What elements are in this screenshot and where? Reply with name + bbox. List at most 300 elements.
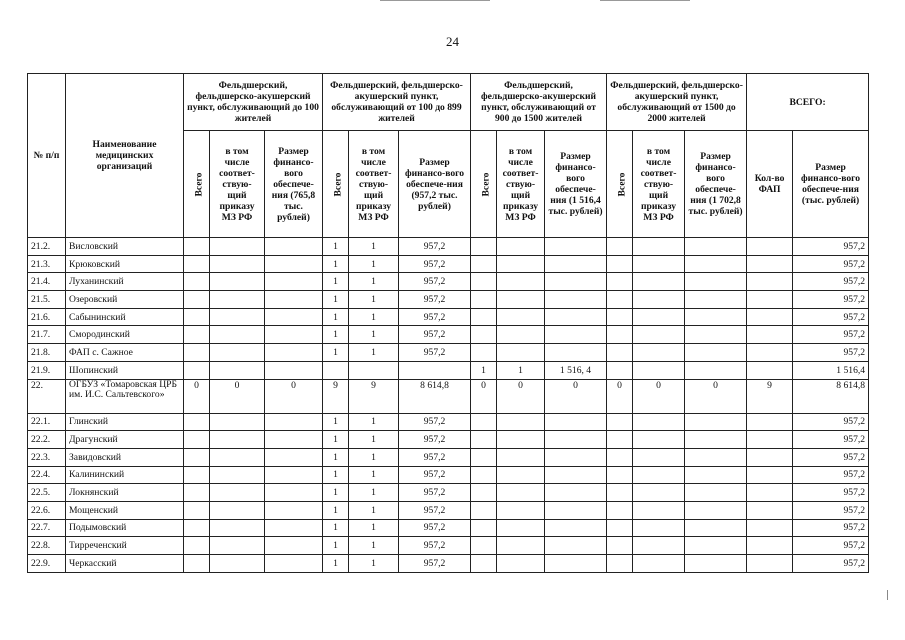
row-cell-5: 1 [349,255,399,273]
row-number: 22.7. [28,519,66,537]
row-cell-10 [607,238,633,256]
row-cell-11 [633,413,685,431]
row-cell-12: 0 [685,379,747,413]
table-row [28,255,869,273]
row-cell-9 [545,484,607,502]
row-number: 22.1. [28,413,66,431]
row-cell-12 [685,413,747,431]
row-cell-9 [545,308,607,326]
row-cell-6: 957,2 [399,555,471,573]
row-cell-9 [545,326,607,344]
row-cell-4: 1 [323,273,349,291]
row-cell-1 [184,326,210,344]
row-cell-10 [607,361,633,379]
row-number: 22.5. [28,484,66,502]
header-count-fap: Кол-во ФАП [747,131,793,238]
row-cell-1 [184,238,210,256]
row-cell-11 [633,431,685,449]
row-cell-3 [265,555,323,573]
row-cell-7 [471,273,497,291]
table-row [28,537,869,555]
row-cell-3 [265,326,323,344]
row-cell-10 [607,308,633,326]
row-cell-2 [210,484,265,502]
row-cell-13 [747,448,793,466]
header-incl-4: в том числе соответ-ствую-щий приказу МЗ РФ [633,131,685,238]
header-group-1: Фельдшерский, фельдшерско-акушерский пункт, обслуживающий до 100 жителей [184,74,323,131]
table-row [28,238,869,256]
row-cell-13 [747,501,793,519]
row-cell-3 [265,537,323,555]
fap-funding-table [27,73,869,573]
row-cell-11 [633,344,685,362]
row-cell-2 [210,448,265,466]
row-cell-10 [607,537,633,555]
row-cell-10 [607,273,633,291]
row-cell-5: 1 [349,308,399,326]
row-number: 22.3. [28,448,66,466]
row-cell-9 [545,555,607,573]
row-cell-7: 0 [471,379,497,413]
row-organization-name: Тирреченский [66,537,184,555]
table-row [28,431,869,449]
row-cell-4: 1 [323,238,349,256]
row-cell-11 [633,238,685,256]
row-cell-11 [633,273,685,291]
row-cell-8 [497,238,545,256]
row-cell-2 [210,501,265,519]
row-cell-1 [184,537,210,555]
row-cell-11 [633,519,685,537]
row-cell-13 [747,431,793,449]
table-row [28,413,869,431]
row-cell-1 [184,555,210,573]
row-cell-2 [210,361,265,379]
row-cell-13 [747,291,793,309]
row-cell-11 [633,361,685,379]
row-cell-1 [184,448,210,466]
row-cell-7: 1 [471,361,497,379]
row-cell-3 [265,519,323,537]
row-cell-12 [685,308,747,326]
row-cell-1 [184,519,210,537]
header-group-total: ВСЕГО: [747,74,869,131]
row-cell-7 [471,466,497,484]
row-cell-4: 1 [323,291,349,309]
row-organization-name: Шопинский [66,361,184,379]
row-cell-10 [607,255,633,273]
row-cell-9 [545,273,607,291]
row-cell-4: 1 [323,466,349,484]
row-cell-7 [471,255,497,273]
row-cell-5: 1 [349,555,399,573]
row-cell-4: 1 [323,326,349,344]
row-cell-9 [545,519,607,537]
row-cell-6: 957,2 [399,273,471,291]
row-cell-12 [685,326,747,344]
row-cell-2 [210,308,265,326]
row-cell-8 [497,466,545,484]
row-number: 21.9. [28,361,66,379]
row-number: 21.4. [28,273,66,291]
table-row [28,344,869,362]
row-cell-7 [471,431,497,449]
row-cell-12 [685,238,747,256]
table-row [28,326,869,344]
row-cell-3 [265,501,323,519]
row-cell-3 [265,308,323,326]
row-cell-11 [633,448,685,466]
row-cell-9 [545,238,607,256]
row-cell-7 [471,555,497,573]
row-cell-10: 0 [607,379,633,413]
row-cell-5: 1 [349,344,399,362]
row-cell-1 [184,484,210,502]
header-total-2: Всего [323,131,349,238]
row-cell-13 [747,361,793,379]
row-cell-10 [607,431,633,449]
row-organization-name: Мощенский [66,501,184,519]
row-cell-11 [633,466,685,484]
row-cell-14: 957,2 [793,501,869,519]
row-cell-14: 957,2 [793,308,869,326]
row-cell-8 [497,431,545,449]
row-cell-12 [685,501,747,519]
row-cell-4: 1 [323,537,349,555]
row-cell-6: 957,2 [399,344,471,362]
row-cell-7 [471,484,497,502]
row-cell-9: 0 [545,379,607,413]
row-cell-3 [265,273,323,291]
row-cell-8 [497,291,545,309]
page-number: 24 [446,34,459,49]
row-number: 22.6. [28,501,66,519]
header-fin-1: Размер финансо-вого обеспече-ния (765,8 тыс. рублей) [265,131,323,238]
row-number: 21.2. [28,238,66,256]
row-cell-7 [471,448,497,466]
row-number: 21.5. [28,291,66,309]
row-organization-name: Глинский [66,413,184,431]
table-row [28,519,869,537]
row-cell-14: 957,2 [793,555,869,573]
row-number: 22.4. [28,466,66,484]
row-cell-8 [497,273,545,291]
table-body [28,238,869,573]
row-cell-1 [184,413,210,431]
row-cell-11 [633,537,685,555]
row-cell-12 [685,431,747,449]
row-number: 22.9. [28,555,66,573]
row-cell-2 [210,291,265,309]
row-cell-11 [633,255,685,273]
row-cell-14: 8 614,8 [793,379,869,413]
row-cell-13 [747,308,793,326]
header-group-4: Фельдшерский, фельдшерско-акушерский пункт, обслуживающий от 1500 до 2000 жителей [607,74,747,131]
row-organization-name: Висловский [66,238,184,256]
row-cell-3 [265,431,323,449]
row-cell-4: 1 [323,344,349,362]
row-cell-12 [685,448,747,466]
row-cell-4: 1 [323,501,349,519]
row-cell-3 [265,291,323,309]
row-cell-10 [607,448,633,466]
row-cell-2 [210,431,265,449]
row-cell-8: 0 [497,379,545,413]
row-cell-14: 957,2 [793,413,869,431]
row-cell-13 [747,326,793,344]
row-cell-3 [265,448,323,466]
row-cell-8 [497,344,545,362]
row-cell-1 [184,501,210,519]
row-cell-7 [471,326,497,344]
row-cell-5: 1 [349,291,399,309]
row-cell-12 [685,519,747,537]
row-cell-9 [545,466,607,484]
row-cell-1 [184,344,210,362]
table-row [28,555,869,573]
row-cell-1 [184,273,210,291]
row-cell-10 [607,413,633,431]
row-cell-14: 957,2 [793,537,869,555]
row-cell-1 [184,291,210,309]
row-cell-7 [471,413,497,431]
row-number: 22.2. [28,431,66,449]
row-number: 21.8. [28,344,66,362]
row-cell-1 [184,431,210,449]
row-cell-10 [607,501,633,519]
row-number: 21.7. [28,326,66,344]
row-organization-name: Озеровский [66,291,184,309]
row-cell-5: 1 [349,537,399,555]
row-cell-8 [497,255,545,273]
header-total-1: Всего [184,131,210,238]
row-cell-13 [747,537,793,555]
row-cell-11 [633,326,685,344]
row-cell-5: 1 [349,501,399,519]
row-cell-14: 957,2 [793,431,869,449]
row-cell-4: 1 [323,431,349,449]
row-cell-14: 1 516,4 [793,361,869,379]
row-cell-4: 1 [323,484,349,502]
row-cell-12 [685,291,747,309]
row-cell-2 [210,537,265,555]
table-row [28,273,869,291]
row-number: 22.8. [28,537,66,555]
row-cell-6 [399,361,471,379]
row-organization-name: Смородинский [66,326,184,344]
row-cell-13 [747,466,793,484]
row-cell-4: 1 [323,448,349,466]
header-incl-3: в том числе соответ-ствую-щий приказу МЗ РФ [497,131,545,238]
row-cell-13 [747,238,793,256]
row-cell-1 [184,361,210,379]
row-cell-11: 0 [633,379,685,413]
row-cell-14: 957,2 [793,273,869,291]
row-cell-12 [685,466,747,484]
row-cell-9 [545,537,607,555]
row-cell-14: 957,2 [793,519,869,537]
row-cell-11 [633,501,685,519]
row-cell-1 [184,255,210,273]
row-organization-name: Завидовский [66,448,184,466]
top-scan-rule-left [380,0,490,1]
row-cell-8 [497,484,545,502]
row-cell-9 [545,413,607,431]
row-organization-name: Сабынинский [66,308,184,326]
row-cell-10 [607,484,633,502]
row-cell-11 [633,484,685,502]
row-cell-10 [607,291,633,309]
row-cell-4: 9 [323,379,349,413]
header-fin-4: Размер финансо-вого обеспече-ния (1 702,8 тыс. рублей) [685,131,747,238]
row-cell-2 [210,413,265,431]
table-row [28,448,869,466]
row-cell-6: 957,2 [399,466,471,484]
row-number: 21.3. [28,255,66,273]
row-cell-2 [210,273,265,291]
row-cell-14: 957,2 [793,291,869,309]
row-cell-1 [184,466,210,484]
row-cell-6: 957,2 [399,308,471,326]
row-cell-10 [607,326,633,344]
row-cell-3 [265,466,323,484]
row-cell-8 [497,308,545,326]
header-no: № п/п [28,74,66,238]
row-cell-14: 957,2 [793,448,869,466]
row-cell-12 [685,537,747,555]
row-cell-2 [210,326,265,344]
row-cell-9 [545,448,607,466]
row-cell-7 [471,501,497,519]
row-organization-name: Луханинский [66,273,184,291]
row-cell-8 [497,555,545,573]
row-cell-14: 957,2 [793,466,869,484]
row-cell-7 [471,238,497,256]
row-cell-2 [210,255,265,273]
table-row [28,484,869,502]
row-cell-3 [265,255,323,273]
row-cell-2 [210,466,265,484]
row-cell-10 [607,344,633,362]
table-row [28,308,869,326]
row-organization-name: Крюковский [66,255,184,273]
header-name: Наименование медицинских организаций [66,74,184,238]
row-cell-6: 957,2 [399,519,471,537]
row-organization-name: Драгунский [66,431,184,449]
row-cell-7 [471,519,497,537]
row-cell-3: 0 [265,379,323,413]
row-organization-name: Калининский [66,466,184,484]
row-cell-13 [747,255,793,273]
row-cell-4: 1 [323,255,349,273]
top-scan-rule-right [600,0,690,1]
row-cell-9 [545,431,607,449]
row-number: 21.6. [28,308,66,326]
row-cell-3 [265,361,323,379]
row-cell-14: 957,2 [793,344,869,362]
row-cell-2 [210,238,265,256]
row-cell-9 [545,291,607,309]
row-cell-12 [685,344,747,362]
row-cell-13: 9 [747,379,793,413]
header-incl-2: в том числе соответ-ствую-щий приказу МЗ РФ [349,131,399,238]
row-cell-5: 1 [349,273,399,291]
row-cell-10 [607,466,633,484]
table-row [28,501,869,519]
row-cell-14: 957,2 [793,255,869,273]
row-cell-13 [747,484,793,502]
row-cell-14: 957,2 [793,484,869,502]
row-cell-6: 957,2 [399,326,471,344]
header-group-3: Фельдшерский, фельдшерско-акушерский пункт, обслуживающий от 900 до 1500 жителей [471,74,607,131]
header-fin-3: Размер финансо-вого обеспече-ния (1 516,4 тыс. рублей) [545,131,607,238]
row-cell-2 [210,519,265,537]
row-cell-8 [497,413,545,431]
row-cell-9 [545,255,607,273]
row-cell-9: 1 516, 4 [545,361,607,379]
row-organization-name: Черкасский [66,555,184,573]
row-organization-name: Локнянский [66,484,184,502]
row-cell-9 [545,344,607,362]
row-organization-name: ОГБУЗ «Томаровская ЦРБ им. И.С. Сальтевского» [66,379,184,413]
header-group-row [28,74,869,131]
row-cell-5: 1 [349,448,399,466]
header-fin-total: Размер финансо-вого обеспече-ния (тыс. рублей) [793,131,869,238]
row-cell-8 [497,448,545,466]
row-cell-11 [633,555,685,573]
row-cell-13 [747,555,793,573]
row-cell-4: 1 [323,413,349,431]
row-cell-3 [265,484,323,502]
row-cell-5: 1 [349,238,399,256]
row-organization-name: ФАП с. Сажное [66,344,184,362]
row-cell-7 [471,291,497,309]
row-cell-4: 1 [323,519,349,537]
row-cell-4: 1 [323,308,349,326]
row-cell-2: 0 [210,379,265,413]
scan-mark-right [887,590,888,600]
row-cell-3 [265,344,323,362]
header-total-3: Всего [471,131,497,238]
row-cell-6: 957,2 [399,448,471,466]
row-cell-1: 0 [184,379,210,413]
row-cell-5: 1 [349,519,399,537]
row-cell-6: 957,2 [399,484,471,502]
row-cell-10 [607,555,633,573]
row-cell-6: 957,2 [399,238,471,256]
row-cell-6: 957,2 [399,255,471,273]
row-cell-5: 1 [349,484,399,502]
table-row [28,291,869,309]
row-cell-8 [497,537,545,555]
row-cell-6: 957,2 [399,413,471,431]
header-total-4: Всего [607,131,633,238]
row-cell-5: 1 [349,431,399,449]
row-cell-8 [497,519,545,537]
row-cell-5: 1 [349,326,399,344]
row-cell-12 [685,484,747,502]
row-cell-10 [607,519,633,537]
row-cell-8 [497,501,545,519]
row-cell-11 [633,308,685,326]
row-cell-12 [685,361,747,379]
row-number: 22. [28,379,66,413]
row-cell-5: 9 [349,379,399,413]
row-cell-13 [747,273,793,291]
row-cell-7 [471,537,497,555]
row-cell-14: 957,2 [793,326,869,344]
row-cell-12 [685,255,747,273]
